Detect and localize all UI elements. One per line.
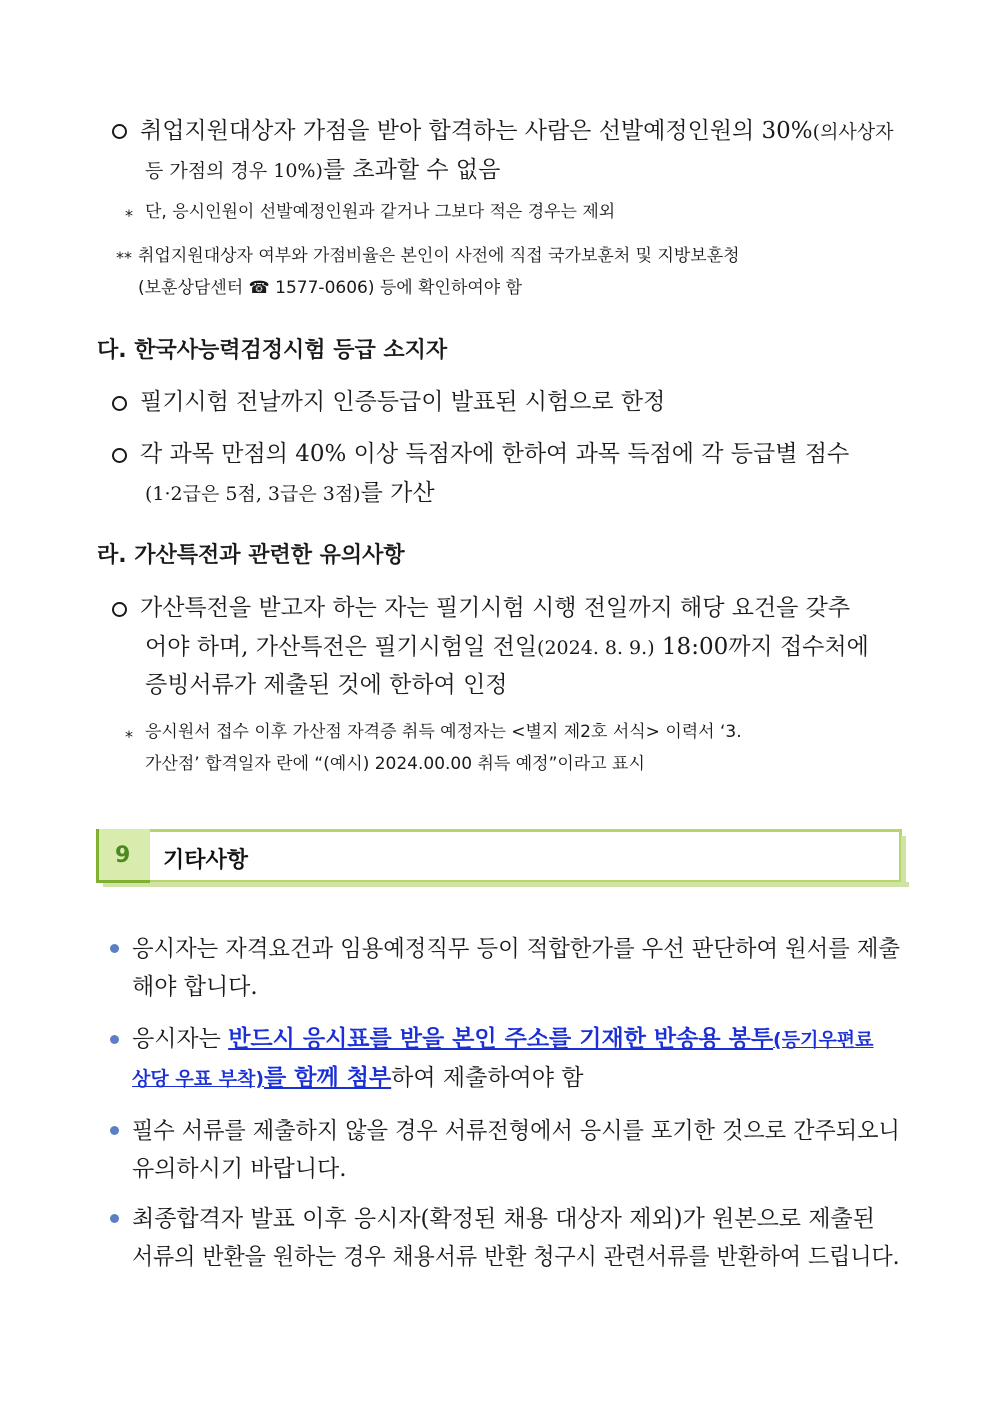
dot-bullet-icon: [110, 1126, 119, 1135]
text-line: 필기시험 전날까지 인증등급이 발표된 시험으로 한정: [140, 389, 666, 415]
text-span: 를 가산: [360, 480, 435, 506]
text-line: 증빙서류가 제출된 것에 한하여 인정: [145, 672, 508, 698]
circle-bullet-icon: [112, 448, 127, 463]
text-line: [145, 478, 435, 509]
text-span-small: (의사상자: [812, 121, 894, 143]
note-line: 단, 응시인원이 선발예정인원과 같거나 그보다 적은 경우는 제외: [145, 202, 616, 222]
text-line: 최종합격자 발표 이후 응시자(확정된 채용 대상자 제외)가 원본으로 제출된: [132, 1206, 875, 1232]
text-line: 필수 서류를 제출하지 않을 경우 서류전형에서 응시를 포기한 것으로 간주되오니: [132, 1118, 900, 1144]
text-span: (보훈상담센터: [138, 278, 244, 298]
text-line: 각 과목 만점의 40% 이상 득점자에 한하여 과목 득점에 각 등급별 점수: [140, 441, 850, 467]
text-span: 응시자는: [132, 1026, 221, 1052]
text-line: 응시자는 자격요건과 임용예정직무 등이 적합한가를 우선 판단하여 원서를 제출: [132, 936, 900, 962]
dot-bullet-icon: [110, 1035, 119, 1044]
note-line: 취업지원대상자 여부와 가점비율은 본인이 사전에 직접 국가보훈처 및 지방보훈청: [138, 246, 740, 266]
text-span: 취업지원대상자 가점을 받아 합격하는 사람은 선발예정인원의 30%: [140, 118, 813, 144]
text-span: 어야 하며, 가산특전은 필기시험일 전일: [145, 634, 538, 660]
text-span: 18:00까지 접수처에: [661, 634, 869, 660]
text-line: [145, 155, 500, 186]
text-line: [145, 632, 869, 663]
note-line: 가산점’ 합격일자 란에 “(예시) 2024.00.00 취득 예정”이라고 표시: [145, 754, 645, 774]
text-line: [140, 116, 894, 147]
note-mark: *: [125, 206, 133, 225]
section-heading: 다. 한국사능력검정시험 등급 소지자: [97, 338, 448, 363]
dot-bullet-icon: [110, 944, 119, 953]
text-span-small: (1·2급은 5점, 3급은 3점): [145, 483, 361, 505]
section-title: 기타사항: [163, 848, 249, 873]
emphasis-text-small: (등기우편료: [773, 1029, 874, 1051]
section-title-box: [96, 829, 902, 883]
note-mark: *: [125, 727, 133, 746]
section-heading: 라. 가산특전과 관련한 유의사항: [97, 543, 405, 568]
text-line: 해야 합니다.: [132, 974, 258, 1000]
section-number: 9: [115, 843, 131, 868]
text-line: 유의하시기 바랍니다.: [132, 1156, 347, 1182]
text-span-small: (2024. 8. 9.): [537, 637, 655, 659]
note-mark: **: [116, 248, 132, 267]
box-shadow: [103, 882, 909, 887]
circle-bullet-icon: [112, 124, 127, 139]
emphasis-text: 를 함께 첨부: [264, 1065, 392, 1091]
text-line: [132, 1024, 874, 1055]
phone-icon: ☎: [248, 278, 270, 298]
text-span: 1577-0606) 등에 확인하여야 함: [275, 278, 523, 298]
circle-bullet-icon: [112, 396, 127, 411]
emphasis-text: 반드시 응시표를 받을 본인 주소를 기재한 반송용 봉투: [228, 1026, 774, 1052]
text-span: 하여 제출하여야 함: [391, 1065, 584, 1091]
text-line: 가산특전을 받고자 하는 자는 필기시험 시행 전일까지 해당 요건을 갖추: [140, 595, 851, 621]
text-span: 를 초과할 수 없음: [322, 157, 501, 183]
text-line: 서류의 반환을 원하는 경우 채용서류 반환 청구시 관련서류를 반환하여 드립니다.: [132, 1244, 900, 1270]
circle-bullet-icon: [112, 602, 127, 617]
text-line: [132, 1063, 584, 1094]
box-shadow: [901, 836, 906, 886]
text-span-small: 등 가점의 경우 10%): [145, 160, 323, 182]
dot-bullet-icon: [110, 1214, 119, 1223]
note-line: [138, 275, 522, 301]
emphasis-text-small: 상당 우표 부착): [132, 1068, 265, 1090]
note-line: 응시원서 접수 이후 가산점 자격증 취득 예정자는 <별지 제2호 서식> 이력서 ‘3.: [145, 722, 742, 742]
